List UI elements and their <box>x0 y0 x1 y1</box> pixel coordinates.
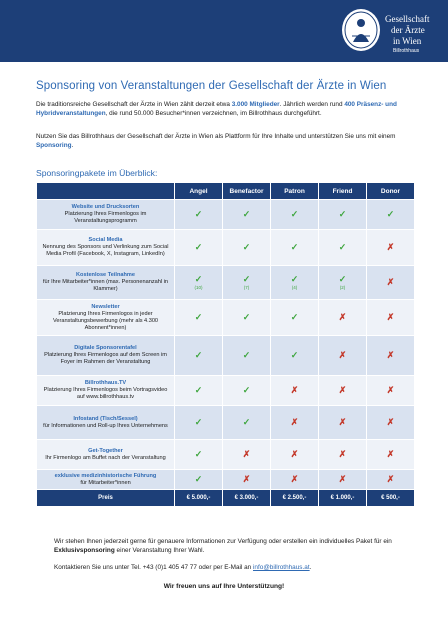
cross-icon: ✗ <box>242 448 251 459</box>
cross-icon: ✗ <box>338 349 347 360</box>
sponsoring-packages-table <box>36 182 415 507</box>
check-icon: ✓ <box>194 241 203 252</box>
cross-icon: ✗ <box>386 276 395 287</box>
table-row <box>37 200 415 230</box>
logo-subline: Billrothhaus <box>393 48 420 54</box>
cross-icon: ✗ <box>386 448 395 459</box>
logo-line-2: der Ärzte <box>391 25 425 35</box>
feature-description: Platzierung Ihres Firmenlogos in jeder Veranstaltungsbewerbung (mehr als 4.300 Abonnent*innen) <box>52 310 159 331</box>
package-cell <box>319 440 367 470</box>
cross-icon: ✗ <box>290 416 299 427</box>
feature-title: Website und Drucksorten <box>71 204 140 210</box>
package-cell <box>223 470 271 490</box>
package-cell <box>271 200 319 230</box>
feature-cell <box>37 266 175 300</box>
intro-paragraph-2 <box>36 133 422 150</box>
package-cell <box>319 200 367 230</box>
feature-cell <box>37 376 175 406</box>
footer-text: einer Veranstaltung Ihrer Wahl. <box>114 546 205 554</box>
feature-description: für Ihre Mitarbeiter*innen (max. Personenanzahl in Klammer) <box>43 279 168 292</box>
package-cell <box>271 406 319 440</box>
package-cell <box>223 376 271 406</box>
package-cell <box>271 376 319 406</box>
contact-text: Kontaktieren Sie uns unter Tel. +43 (0)1 405 47 77 oder per E-Mail an <box>54 564 254 571</box>
table-row <box>37 336 415 376</box>
feature-title: Digitale Sponsorentafel <box>74 345 137 351</box>
intro-text: Die traditionsreiche Gesellschaft der Ärzte in Wien zählt derzeit etwa <box>36 101 232 108</box>
check-icon: ✓ <box>194 473 203 484</box>
feature-title: exklusive medizinhistorische Führung <box>54 472 157 479</box>
check-icon: ✓ <box>242 311 251 322</box>
feature-cell <box>37 470 175 490</box>
check-icon: ✓ <box>242 384 251 395</box>
package-cell <box>223 440 271 470</box>
feature-cell <box>37 336 175 376</box>
intro-paragraph-1 <box>36 101 422 118</box>
price-cell: € 5.000,- <box>175 490 223 507</box>
participant-count-note: (10) <box>194 284 203 290</box>
package-cell <box>175 336 223 376</box>
cross-icon: ✗ <box>386 311 395 322</box>
package-cell <box>175 376 223 406</box>
page-title: Sponsoring von Veranstaltungen der Gesellschaft der Ärzte in Wien <box>36 80 387 92</box>
check-icon: ✓ <box>242 241 251 252</box>
table-header-row <box>37 183 415 200</box>
cross-icon: ✗ <box>338 311 347 322</box>
check-icon: ✓ <box>338 273 347 284</box>
package-cell <box>319 336 367 376</box>
footer-paragraph <box>54 538 394 555</box>
package-cell <box>223 336 271 376</box>
package-cell <box>271 470 319 490</box>
cross-icon: ✗ <box>386 349 395 360</box>
feature-description: Nennung des Sponsors und Verlinkung zum Social Media Profil (Facebook, X, Instagram, LinkedIn) <box>42 244 169 257</box>
table-row <box>37 406 415 440</box>
table-row <box>37 376 415 406</box>
package-cell <box>367 470 415 490</box>
society-seal-icon <box>341 8 381 52</box>
cross-icon: ✗ <box>386 473 395 484</box>
column-header-friend: Friend <box>319 183 367 200</box>
package-cell <box>319 230 367 266</box>
check-icon: ✓ <box>242 349 251 360</box>
price-cell: € 2.500,- <box>271 490 319 507</box>
check-icon: ✓ <box>338 241 347 252</box>
feature-cell <box>37 200 175 230</box>
feature-cell <box>37 230 175 266</box>
check-icon: ✓ <box>290 208 299 219</box>
package-cell <box>223 300 271 336</box>
cross-icon: ✗ <box>290 448 299 459</box>
intro-text: Nutzen Sie das Billrothhaus der Gesellschaft der Ärzte in Wien als Plattform für Ihre Inhalte und unterstützen Sie uns mit einem <box>36 133 396 140</box>
header-empty <box>37 183 175 200</box>
check-icon: ✓ <box>194 448 203 459</box>
society-logo-text <box>385 14 429 55</box>
price-cell: € 500,- <box>367 490 415 507</box>
table-row <box>37 470 415 490</box>
package-cell <box>271 230 319 266</box>
feature-cell <box>37 406 175 440</box>
check-icon: ✓ <box>242 273 251 284</box>
cross-icon: ✗ <box>386 384 395 395</box>
package-cell <box>175 440 223 470</box>
participant-count-note: (7) <box>243 284 250 290</box>
feature-title: Newsletter <box>91 303 120 310</box>
feature-title: Infostand (Tisch/Sessel) <box>73 415 138 422</box>
package-cell <box>175 230 223 266</box>
feature-description: für Mitarbeiter*innen <box>80 479 131 486</box>
cross-icon: ✗ <box>290 384 299 395</box>
package-cell <box>175 470 223 490</box>
package-cell <box>271 336 319 376</box>
column-header-patron: Patron <box>271 183 319 200</box>
package-cell <box>175 200 223 230</box>
package-cell <box>319 406 367 440</box>
package-cell <box>271 266 319 300</box>
intro-text: . Jährlich werden rund <box>279 101 345 108</box>
package-cell <box>319 300 367 336</box>
feature-title: Get-Together <box>88 447 123 454</box>
package-cell <box>367 266 415 300</box>
check-icon: ✓ <box>386 208 395 219</box>
table-row <box>37 266 415 300</box>
package-cell <box>223 266 271 300</box>
feature-description: Platzierung Ihres Firmenlogos auf dem Screen im Foyer im Rahmen der Veranstaltung <box>44 352 167 365</box>
cross-icon: ✗ <box>242 473 251 484</box>
check-icon: ✓ <box>290 311 299 322</box>
price-label: Preis <box>37 490 175 507</box>
check-icon: ✓ <box>194 208 203 219</box>
logo-line-3: in Wien <box>393 36 422 46</box>
check-icon: ✓ <box>194 384 203 395</box>
table-row <box>37 230 415 266</box>
package-cell <box>367 200 415 230</box>
cross-icon: ✗ <box>338 448 347 459</box>
package-cell <box>223 406 271 440</box>
feature-title: Billrothhaus.TV <box>84 380 127 386</box>
participant-count-note: (2) <box>339 284 346 290</box>
feature-description: Ihr Firmenlogo am Buffet nach der Veranstaltung <box>45 454 166 461</box>
feature-description: Platzierung Ihres Firmenlogos beim Vortragsvideo auf www.billrothhaus.tv <box>43 387 168 400</box>
footer-text: Wir stehen Ihnen jederzeit gerne für genauere Informationen zur Verfügung oder erstellen ein individuelles Paket für ein <box>54 538 392 545</box>
package-cell <box>367 376 415 406</box>
intro-text: . <box>71 141 74 149</box>
intro-highlight-sponsoring: Sponsoring <box>36 141 72 149</box>
contact-line <box>54 564 394 573</box>
check-icon: ✓ <box>338 208 347 219</box>
column-header-angel: Angel <box>175 183 223 200</box>
contact-end: . <box>309 564 312 571</box>
cross-icon: ✗ <box>338 416 347 427</box>
feature-description: für Informationen und Roll-up Ihres Unternehmens <box>43 422 168 429</box>
package-cell <box>271 440 319 470</box>
cross-icon: ✗ <box>338 473 347 484</box>
feature-cell <box>37 300 175 336</box>
check-icon: ✓ <box>290 273 299 284</box>
price-row <box>37 490 415 507</box>
package-cell <box>175 406 223 440</box>
feature-title: Kostenlose Teilnahme <box>76 272 135 278</box>
price-cell: € 3.000,- <box>223 490 271 507</box>
logo-line-1: Gesellschaft <box>385 14 430 24</box>
check-icon: ✓ <box>242 208 251 219</box>
email-link[interactable]: info@billrothhaus.at <box>253 564 310 571</box>
participant-count-note: (4) <box>291 284 298 290</box>
check-icon: ✓ <box>194 311 203 322</box>
check-icon: ✓ <box>242 416 251 427</box>
package-cell <box>175 266 223 300</box>
package-cell <box>319 376 367 406</box>
package-cell <box>223 230 271 266</box>
section-subtitle: Sponsoringpakete im Überblick: <box>36 168 158 178</box>
intro-highlight-members: 3.000 Mitglieder <box>231 101 280 108</box>
package-cell <box>319 470 367 490</box>
package-cell <box>271 300 319 336</box>
package-cell <box>367 336 415 376</box>
package-cell <box>175 300 223 336</box>
package-cell <box>367 230 415 266</box>
package-cell <box>367 440 415 470</box>
check-icon: ✓ <box>290 241 299 252</box>
table-row <box>37 440 415 470</box>
package-cell <box>367 300 415 336</box>
check-icon: ✓ <box>194 349 203 360</box>
check-icon: ✓ <box>194 416 203 427</box>
feature-description: Platzierung Ihres Firmenlogos im Veranstaltungsprogramm <box>64 211 147 224</box>
footer-exclusive: Exklusivsponsoring <box>54 546 115 554</box>
table-row <box>37 300 415 336</box>
cross-icon: ✗ <box>386 241 395 252</box>
intro-text: , die rund 50.000 Besucher*innen verzeichnen, im Billrothhaus durchgeführt. <box>105 109 322 117</box>
column-header-benefactor: Benefactor <box>223 183 271 200</box>
cross-icon: ✗ <box>290 473 299 484</box>
header-banner <box>0 0 448 62</box>
check-icon: ✓ <box>290 349 299 360</box>
package-cell <box>367 406 415 440</box>
thanks-line: Wir freuen uns auf Ihre Unterstützung! <box>163 583 285 590</box>
column-header-donor: Donor <box>367 183 415 200</box>
feature-cell <box>37 440 175 470</box>
cross-icon: ✗ <box>386 416 395 427</box>
package-cell <box>319 266 367 300</box>
price-cell: € 1.000,- <box>319 490 367 507</box>
cross-icon: ✗ <box>338 384 347 395</box>
check-icon: ✓ <box>194 273 203 284</box>
package-cell <box>223 200 271 230</box>
intro-highlight-events: 400 Präsenz- und Hybridveranstaltungen <box>36 101 397 117</box>
feature-title: Social Media <box>88 237 123 243</box>
